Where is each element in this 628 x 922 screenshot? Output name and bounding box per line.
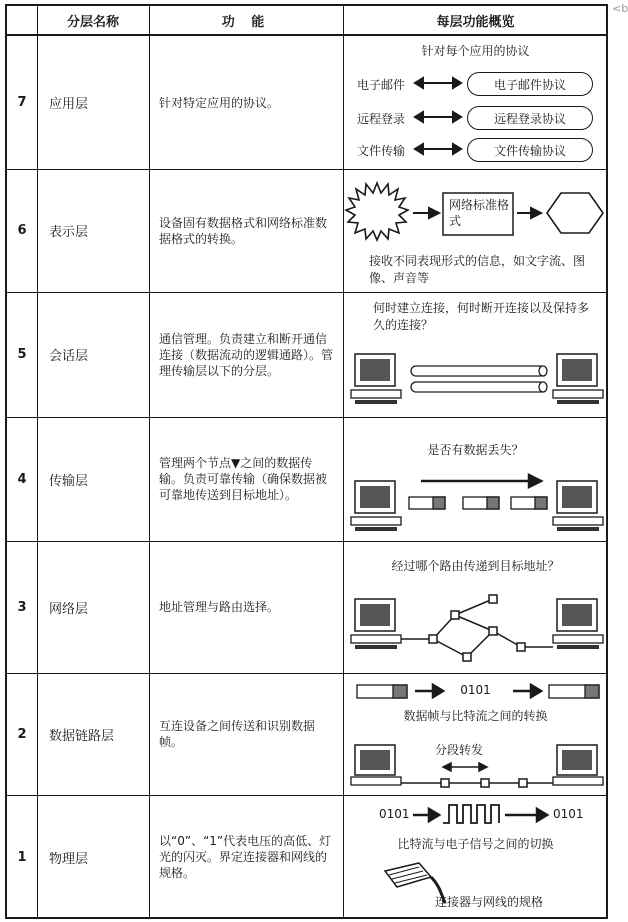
overview-caption: 何时建立连接，何时断开连接以及保持多久的连接？ <box>373 301 590 332</box>
layer-number: 4 <box>17 471 27 487</box>
table-header <box>7 6 606 36</box>
segment-diagram <box>343 737 608 793</box>
computer-icon <box>351 599 401 649</box>
overview-caption: 数据帧与比特流之间的转换 <box>403 709 548 723</box>
overview-caption: 针对每个应用的协议 <box>421 44 530 58</box>
computer-icon <box>553 481 603 531</box>
protocol-pill: 文件传输协议 <box>467 138 593 162</box>
layer-function: 互连设备之间传送和识别数据帧。 <box>159 719 316 749</box>
segment-forward-label: 分段转发 <box>435 743 484 757</box>
layer-name: 传输层 <box>49 473 89 489</box>
bitstream-label: 0101 <box>460 683 491 697</box>
layer-name: 网络层 <box>49 601 89 617</box>
computer-icon <box>553 599 603 649</box>
signal-diagram <box>343 799 608 829</box>
double-arrow-icon <box>413 74 463 164</box>
bitstream-label: 0101 <box>553 807 584 821</box>
layer-name: 数据链路层 <box>49 728 115 744</box>
starburst-shape <box>346 183 408 240</box>
layer-number: 6 <box>17 223 27 238</box>
overview-caption: 经过哪个路由传递到目标地址？ <box>391 559 560 573</box>
session-diagram <box>343 348 608 414</box>
computer-icon <box>553 354 603 404</box>
overview-caption: 接收不同表现形式的信息，如文字流、图像、声音等 <box>369 254 586 285</box>
layer-overview <box>343 292 608 417</box>
layer-function: 针对特定应用的协议。 <box>159 95 280 110</box>
layer-overview <box>343 795 608 919</box>
layer-name: 物理层 <box>49 851 89 867</box>
layer-function: 设备固有数据格式和网络标准数据格式的转换。 <box>159 215 328 246</box>
layer-name: 应用层 <box>49 97 89 112</box>
layer-function: 地址管理与路由选择。 <box>159 600 280 614</box>
routing-diagram <box>343 581 608 671</box>
protocol-pill: 电子邮件协议 <box>467 72 593 96</box>
header-overview: 每层功能概览 <box>436 14 515 30</box>
app-label: 远程登录 <box>357 112 406 126</box>
osi-layer-table <box>5 4 608 919</box>
square-wave-icon <box>443 805 499 823</box>
layer-overview <box>343 169 608 292</box>
protocol-pill: 远程登录协议 <box>467 106 593 130</box>
computer-icon <box>553 745 603 785</box>
layer-overview <box>343 417 608 541</box>
computer-icon <box>351 745 401 785</box>
right-arrow-icon <box>413 809 547 821</box>
layer-number: 7 <box>17 95 27 110</box>
layer-name: 表示层 <box>49 225 89 240</box>
layer-function: 以“0”、“1”代表电压的高低、灯光的闪灭。界定连接器和网线的规格。 <box>159 834 332 880</box>
layer-overview <box>343 673 608 795</box>
layer-number: 1 <box>17 849 27 865</box>
right-arrow-icon <box>421 475 541 487</box>
header-layer-name: 分层名称 <box>66 14 119 30</box>
overview-caption: 比特流与电子信号之间的切换 <box>397 837 554 851</box>
header-function: 功 能 <box>221 14 271 30</box>
standard-format-box: 网络标准格式 <box>449 198 510 228</box>
app-label: 文件传输 <box>357 144 406 158</box>
route-lines <box>401 599 553 657</box>
connection-tube-icon <box>411 366 547 392</box>
segment-arrow-icon <box>443 763 487 771</box>
layer-overview <box>343 36 608 169</box>
layer-function: 管理两个节点▼之间的数据传输。负责可靠传输（确保数据被可靠地传送到目标地址）。 <box>159 456 328 502</box>
app-label: 电子邮件 <box>357 78 406 92</box>
layer-number: 5 <box>17 347 27 362</box>
connector-caption: 连接器与网线的规格 <box>435 895 544 909</box>
layer-number: 2 <box>17 726 27 742</box>
layer-function: 通信管理。负责建立和断开通信连接（数据流动的逻辑通路）。管理传输层以下的分层。 <box>159 331 334 378</box>
bitstream-label: 0101 <box>379 807 410 821</box>
layer-overview <box>343 541 608 673</box>
layer-name: 会话层 <box>49 349 89 364</box>
computer-icon <box>351 481 401 531</box>
packet-icon <box>409 497 547 509</box>
hexagon-shape <box>547 193 603 233</box>
layer-number: 3 <box>17 599 27 615</box>
corner-mark: <b <box>612 2 628 15</box>
computer-icon <box>351 354 401 404</box>
transport-diagram <box>343 467 608 537</box>
overview-caption: 是否有数据丢失？ <box>427 443 524 457</box>
